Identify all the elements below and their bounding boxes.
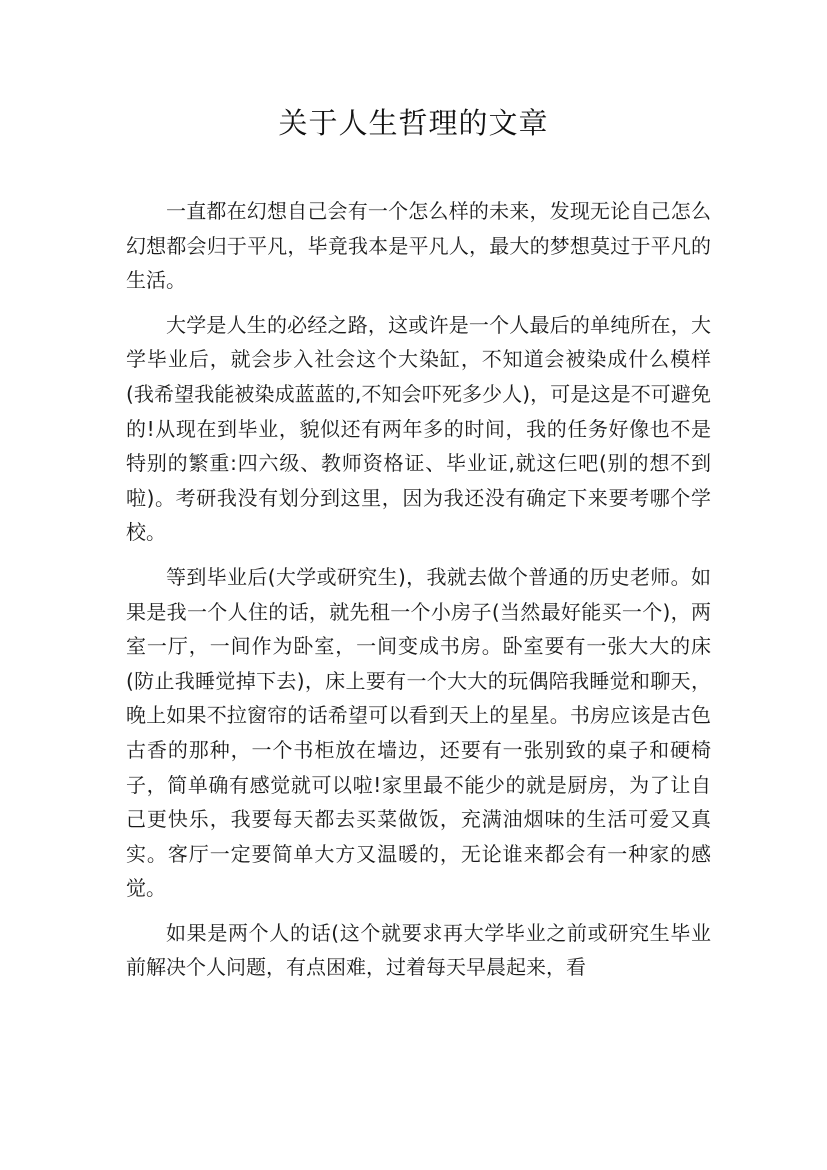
paragraph-3: 等到毕业后(大学或研究生)，我就去做个普通的历史老师。如果是我一个人住的话，就先租一个小房子(当然最好能买一个)，两室一厅，一间作为卧室，一间变成书房。卧室要有一张大大的床(防止我睡觉掉下去)，床上要有一个大大的玩偶陪我睡觉和聊天，晚上如果不拉窗帘的话希望可以看到天上的星星。书房应该是古色古香的那种，一个书柜放在墙边，还要有一张别致的桌子和硬椅子，简单确有感觉就可以啦!家里最不能少的就是厨房，为了让自己更快乐，我要每天都去买菜做饭，充满油烟味的生活可爱又真实。客厅一定要简单大方又温暖的，无论谁来都会有一种家的感觉。	[126, 564, 711, 901]
paragraph-1: 一直都在幻想自己会有一个怎么样的未来，发现无论自己怎么幻想都会归于平凡，毕竟我本是平凡人，最大的梦想莫过于平凡的生活。	[126, 199, 711, 293]
paragraph-2: 大学是人生的必经之路，这或许是一个人最后的单纯所在，大学毕业后，就会步入社会这个大染缸，不知道会被染成什么模样(我希望我能被染成蓝蓝的,不知会吓死多少人)，可是这是不可避免的!从现在到毕业，貌似还有两年多的时间，我的任务好像也不是特别的繁重:四六级、教师资格证、毕业证,就这仨吧(别的想不到啦)。考研我没有划分到这里，因为我还没有确定下来要考哪个学校。	[126, 312, 711, 545]
document-body	[126, 194, 711, 995]
document-title: 关于人生哲理的文章	[278, 106, 549, 140]
paragraph-4: 如果是两个人的话(这个就要求再大学毕业之前或研究生毕业前解决个人问题，有点困难，过着每天早晨起来，看	[126, 920, 711, 980]
